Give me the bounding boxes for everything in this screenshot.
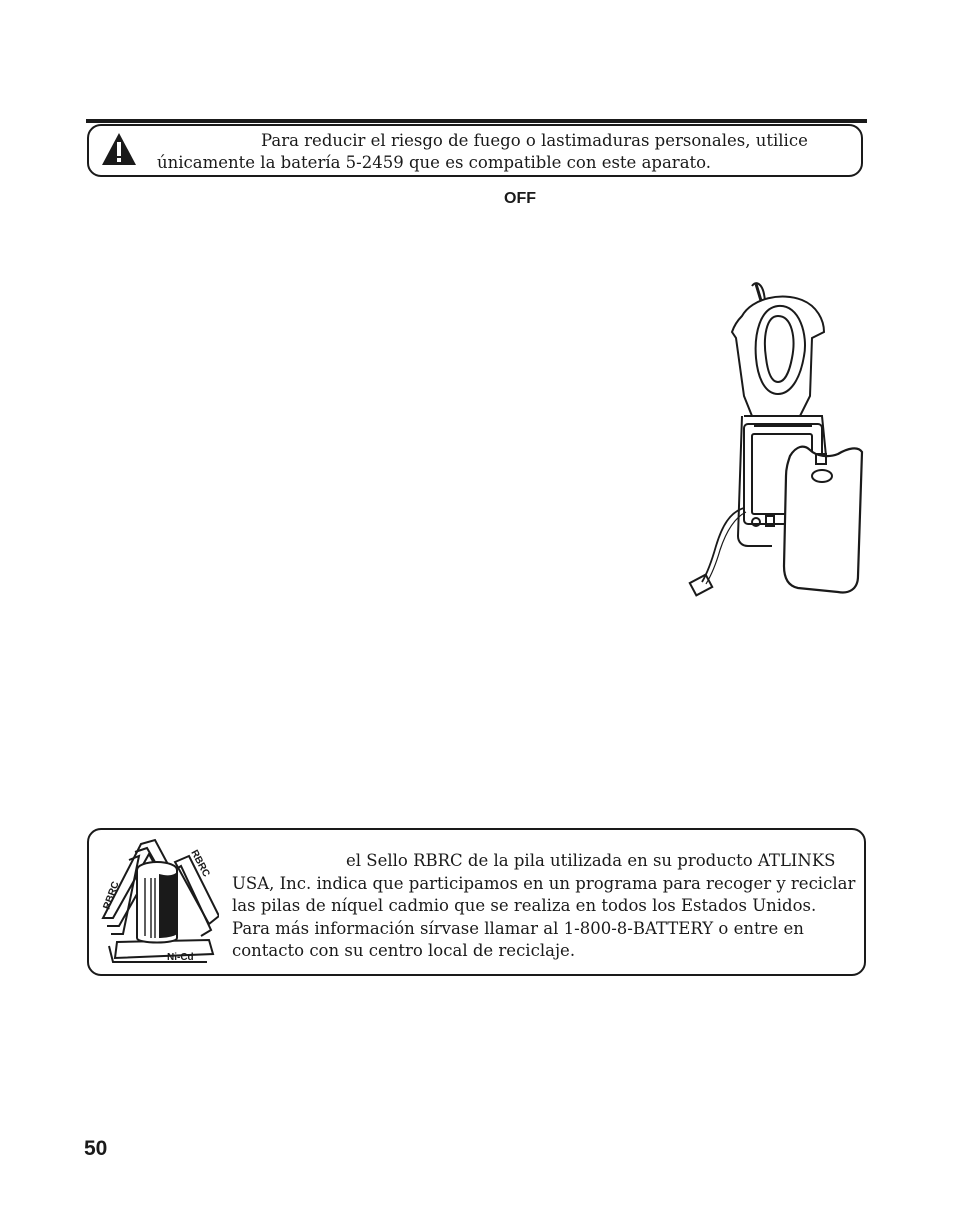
rbrc-notice-text <box>232 850 862 963</box>
rbrc-line-3: las pilas de níquel cadmio que se realiza en todos los Estados Unidos. <box>232 896 817 915</box>
rbrc-seal-text-left: RBRC <box>101 880 122 912</box>
warning-text <box>157 130 857 174</box>
rbrc-notice-box <box>87 828 866 976</box>
warning-triangle-icon <box>101 132 137 166</box>
rbrc-seal-text-bottom: Ni-Cd <box>167 952 194 963</box>
rbrc-seal-text-right: RBRC <box>188 848 212 879</box>
rbrc-recycling-seal-icon <box>95 834 219 966</box>
rbrc-line-4: Para más información sírvase llamar al 1-800-8-BATTERY o entre en <box>232 918 804 938</box>
rbrc-line-5: contacto con su centro local de reciclaje. <box>232 941 576 960</box>
page-number: 50 <box>84 1137 108 1160</box>
warning-box <box>87 124 863 177</box>
warning-line-1: Para reducir el riesgo de fuego o lastimaduras personales, utilice <box>261 131 808 150</box>
off-label: OFF <box>504 190 536 207</box>
cordless-handset-battery-compartment-illustration <box>682 276 872 606</box>
rbrc-line-2: USA, Inc. indica que participamos en un programa para recoger y reciclar <box>232 873 856 893</box>
warning-line-2: únicamente la batería 5-2459 que es compatible con este aparato. <box>157 153 712 172</box>
rbrc-line-1: el Sello RBRC de la pila utilizada en su producto ATLINKS <box>346 851 836 870</box>
top-rule <box>86 119 867 123</box>
